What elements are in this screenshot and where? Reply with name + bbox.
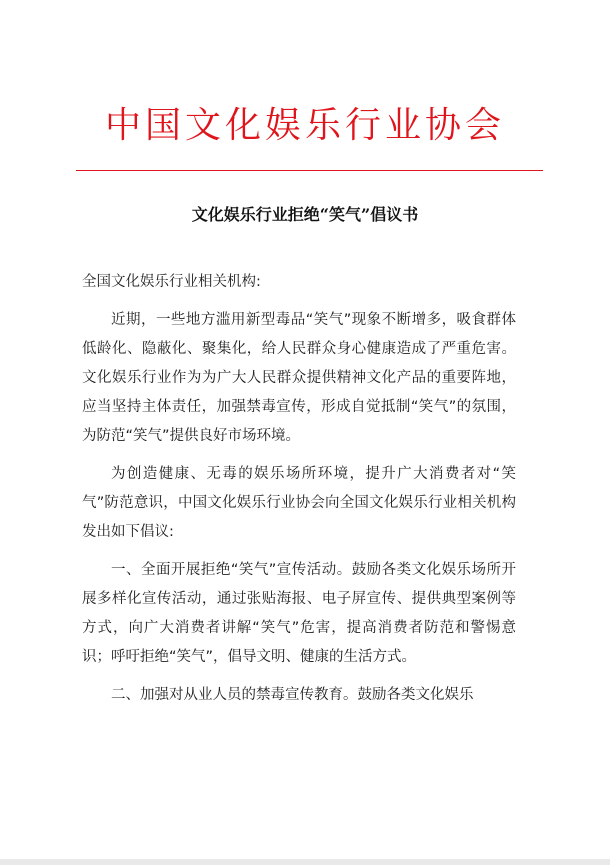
letterhead-divider: [76, 170, 543, 171]
paragraph-item-1: 一、全面开展拒绝“笑气”宣传活动。鼓励各类文化娱乐场所开展多样化宣传活动，通过张贴海报、电子屏宣传、提供典型案例等方式，向广大消费者讲解“笑气”危害，提高消费者防范和警惕意识；呼吁拒绝“笑气”，倡导文明、健康的生活方式。: [82, 562, 516, 665]
document-title: 文化娱乐行业拒绝“笑气”倡议书: [191, 205, 419, 224]
organization-letterhead: 中国文化娱乐行业协会: [104, 105, 505, 146]
paragraph-purpose: 为创造健康、无毒的娱乐场所环境，提升广大消费者对“笑气”防范意识，中国文化娱乐行业协会向全国文化娱乐行业相关机构发出如下倡议:: [82, 466, 516, 540]
paragraph-item-2: 二、加强对从业人员的禁毒宣传教育。鼓励各类文化娱乐: [111, 687, 474, 703]
paragraph-intro: 近期，一些地方滥用新型毒品“笑气”现象不断增多，吸食群体低龄化、隐蔽化、聚集化，给人民群众身心健康造成了严重危害。文化娱乐行业作为为广大人民群众提供精神文化产品的重要阵地，应当坚持主体责任，加强禁毒宣传，形成自觉抵制“笑气”的氛围，为防范“笑气”提供良好市场环境。: [82, 312, 516, 444]
document-body: [82, 268, 516, 719]
salutation: 全国文化娱乐行业相关机构:: [82, 274, 261, 290]
page-bottom-edge: [0, 859, 610, 865]
